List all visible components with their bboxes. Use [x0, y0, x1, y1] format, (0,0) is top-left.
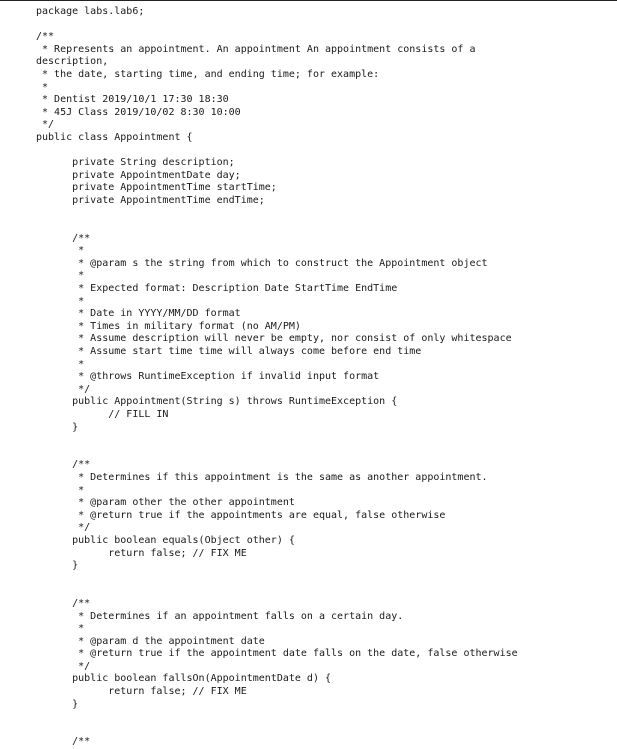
- code-line: * Represents an appointment. An appointment An appointment consists of a: [36, 43, 476, 55]
- code-line: // FILL IN: [36, 409, 169, 420]
- code-line: */: [36, 522, 91, 534]
- code-line: /**: [36, 597, 91, 609]
- code-line: /**: [36, 232, 91, 244]
- code-line: }: [36, 560, 79, 572]
- code-line: private AppointmentDate day;: [36, 169, 241, 181]
- code-line: return false; // FIX ME: [36, 547, 247, 559]
- top-border: [0, 0, 617, 1]
- code-line: }: [36, 698, 79, 710]
- code-line: private AppointmentTime startTime;: [36, 182, 277, 194]
- code-line: *: [36, 81, 49, 93]
- code-line: *: [36, 623, 85, 635]
- code-line: * @param other the other appointment: [36, 497, 295, 509]
- code-line: * 45J Class 2019/10/02 8:30 10:00: [36, 106, 241, 118]
- code-line: [36, 208, 617, 221]
- code-line: [36, 220, 617, 233]
- code-line: */: [36, 660, 91, 672]
- code-line: * @param d the appointment date: [36, 635, 265, 647]
- code-line: public Appointment(String s) throws RuntimeException {: [36, 396, 398, 408]
- code-line: * Date in YYYY/MM/DD format: [36, 308, 241, 320]
- code-line: }: [36, 421, 79, 433]
- code-line: *: [36, 245, 85, 257]
- code-line: [36, 447, 617, 460]
- code-line: [36, 585, 617, 598]
- code-line: /**: [36, 459, 91, 471]
- code-line: [36, 434, 617, 447]
- code-line: * @throws RuntimeException if invalid input format: [36, 371, 380, 383]
- code-line: public boolean fallsOn(AppointmentDate d) {: [36, 673, 332, 685]
- code-line: * @return true if the appointment date falls on the date, false otherwise: [36, 648, 518, 660]
- code-line: [36, 724, 617, 737]
- code-line: [36, 573, 617, 586]
- code-line: * @return true if the appointments are equal, false otherwise: [36, 509, 446, 521]
- code-line: * the date, starting time, and ending time; for example:: [36, 68, 380, 80]
- code-line: *: [36, 270, 85, 282]
- code-line: * Expected format: Description Date StartTime EndTime: [36, 283, 398, 295]
- code-line: private String description;: [36, 157, 235, 169]
- code-line: * Assume description will never be empty, nor consist of only whitespace: [36, 333, 512, 345]
- code-line: [36, 711, 617, 724]
- code-line: */: [36, 383, 91, 395]
- code-line: description,: [36, 56, 109, 68]
- code-line: package labs.lab6;: [36, 6, 145, 17]
- code-line: private AppointmentTime endTime;: [36, 194, 265, 206]
- code-line: /**: [36, 31, 55, 43]
- code-line: * @param s the string from which to construct the Appointment object: [36, 257, 488, 269]
- code-line: *: [36, 295, 85, 307]
- code-line: *: [36, 358, 85, 370]
- code-line: [36, 145, 617, 158]
- code-line: * Determines if this appointment is the same as another appointment.: [36, 471, 488, 483]
- code-line: */: [36, 119, 55, 131]
- code-line: * Determines if an appointment falls on a certain day.: [36, 610, 404, 622]
- code-line: *: [36, 484, 85, 496]
- code-line: * Times in military format (no AM/PM): [36, 320, 301, 332]
- code-line: * Dentist 2019/10/1 17:30 18:30: [36, 94, 229, 106]
- code-document: [36, 6, 617, 749]
- code-line: public boolean equals(Object other) {: [36, 534, 295, 546]
- code-line: * Assume start time time will always come before end time: [36, 346, 422, 358]
- code-line: /**: [36, 736, 91, 748]
- code-line: public class Appointment {: [36, 131, 193, 143]
- code-line: [36, 19, 617, 32]
- code-line: return false; // FIX ME: [36, 686, 247, 698]
